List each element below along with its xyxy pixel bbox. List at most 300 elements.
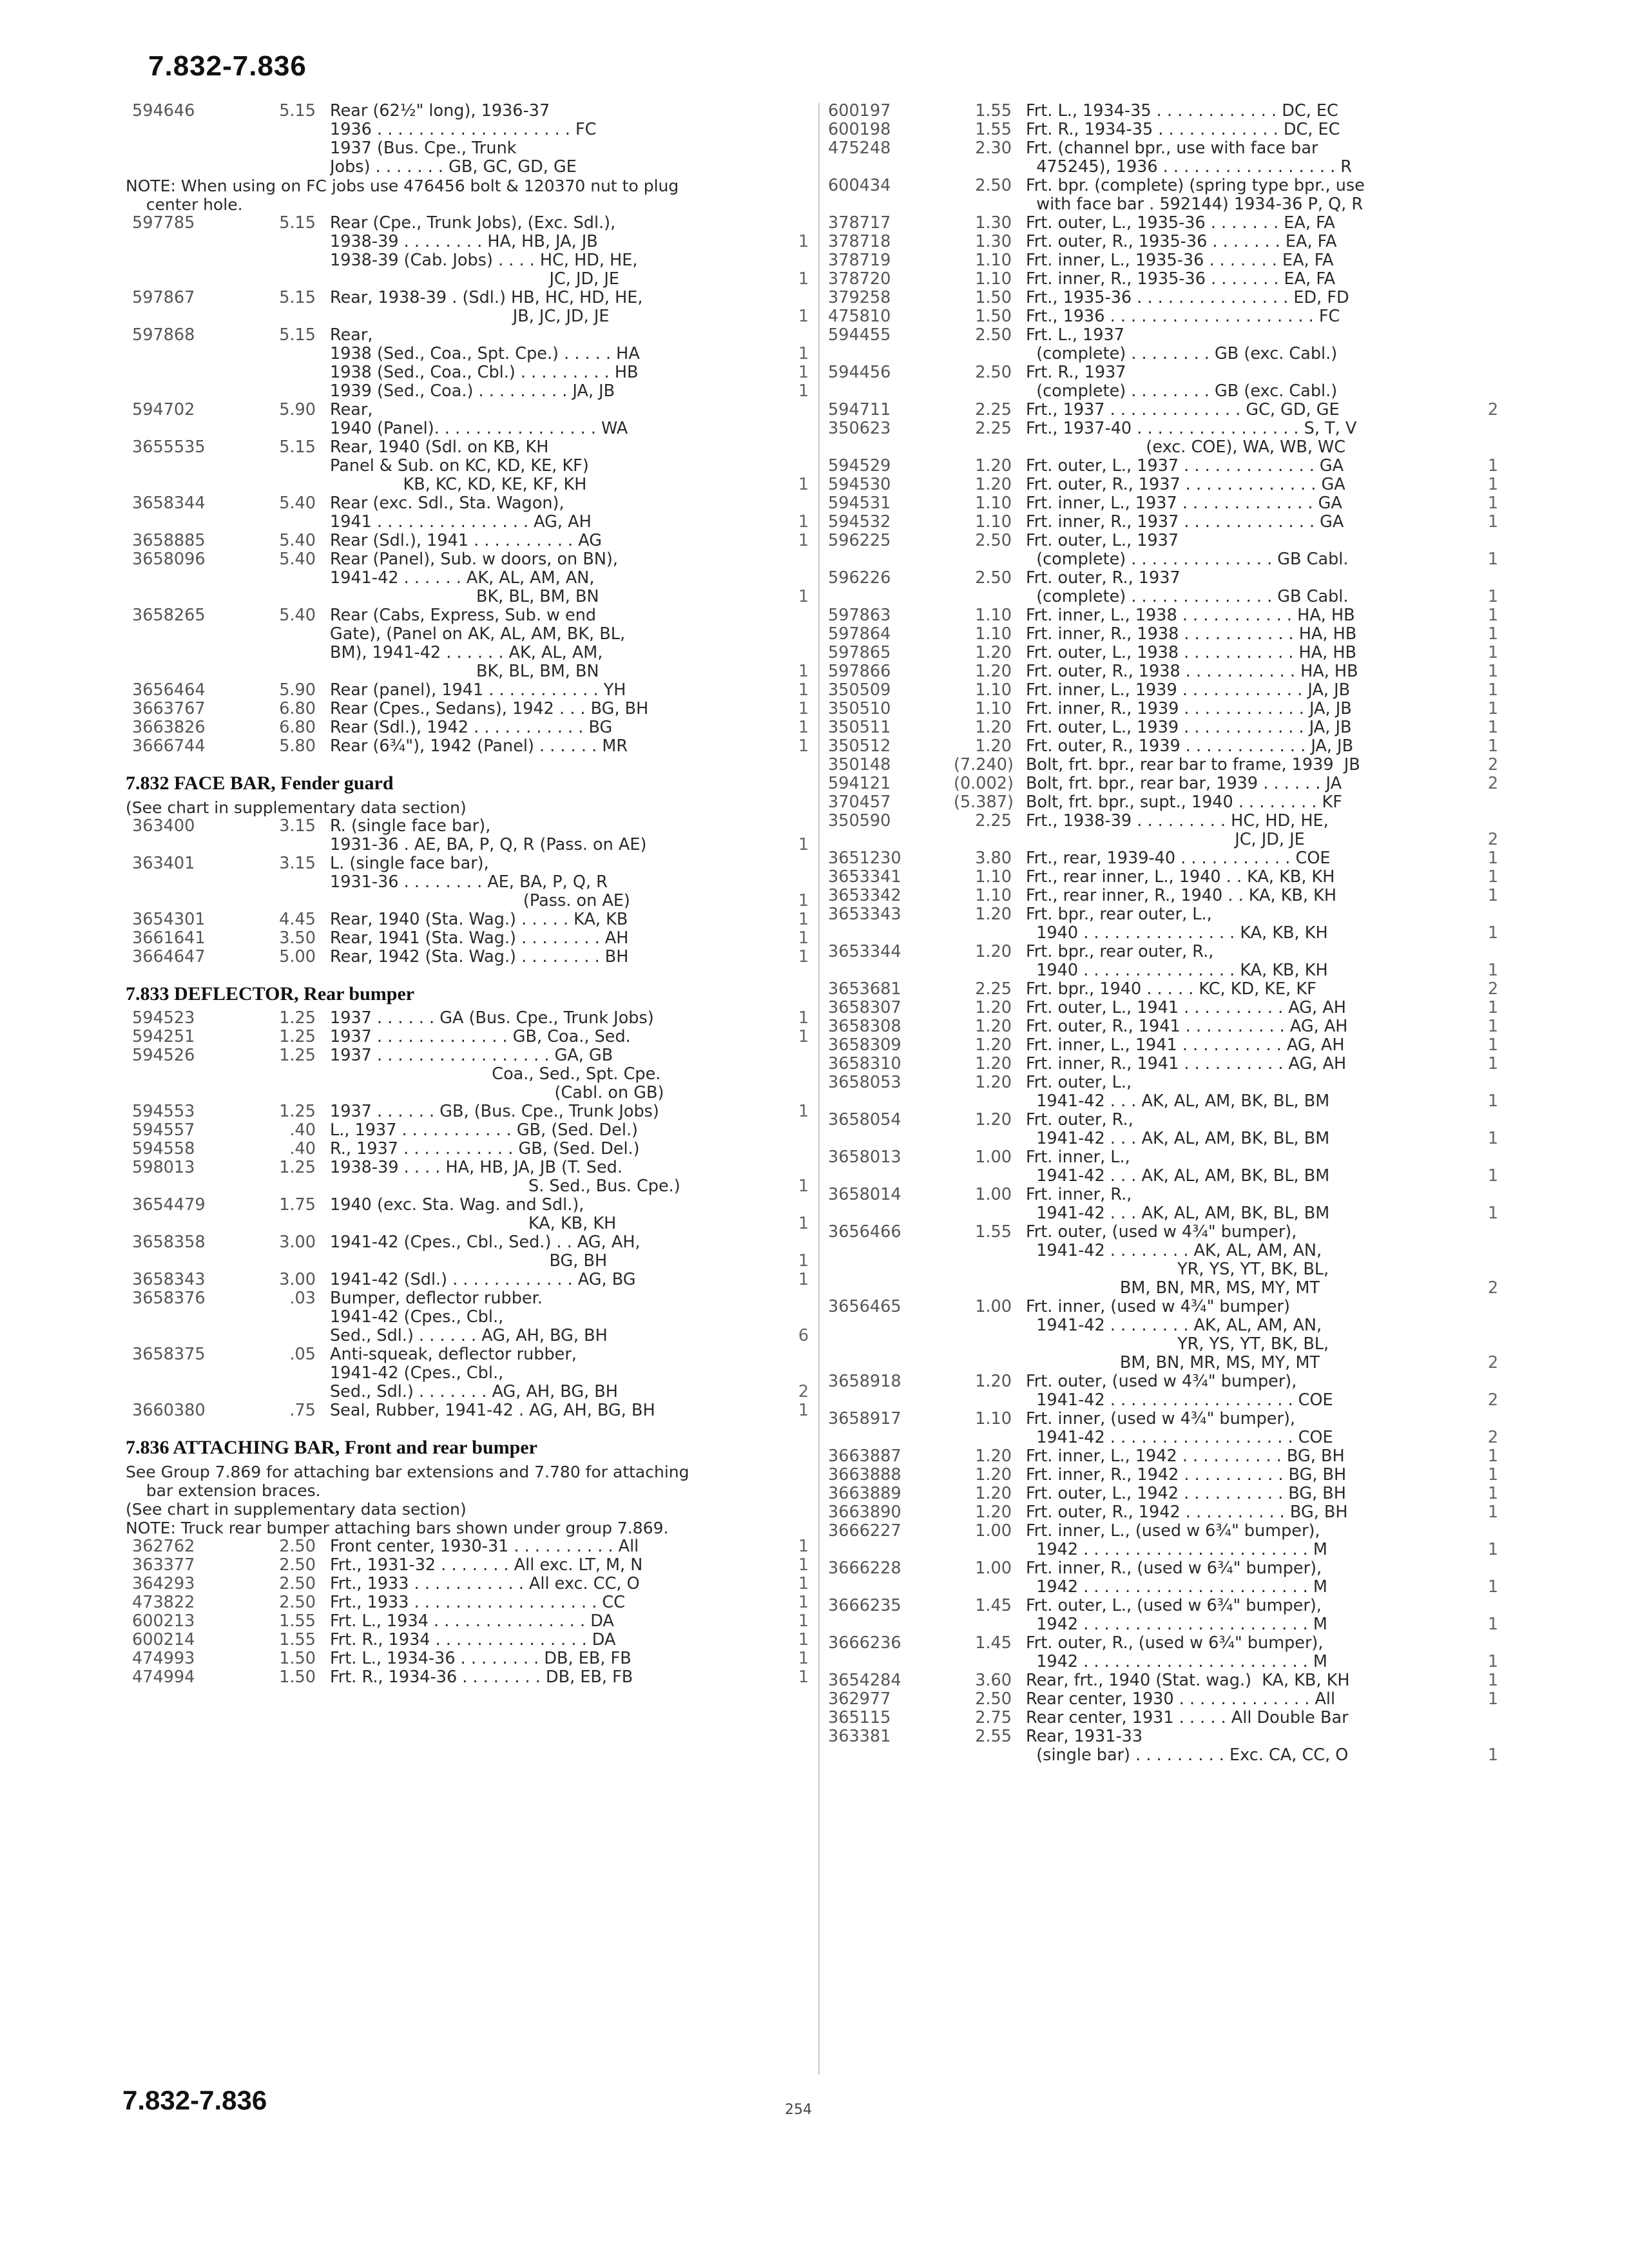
- part-description: 1941-42 . . . . . . . . AK, AL, AM, AN,: [1026, 1316, 1322, 1335]
- part-quantity: [1481, 1186, 1505, 1204]
- part-weight: 1.20: [975, 1446, 1012, 1466]
- part-quantity: 1: [1487, 1054, 1499, 1073]
- part-row: [822, 214, 1505, 233]
- part-number: [126, 662, 258, 681]
- part-quantity: 1: [1487, 1503, 1499, 1522]
- part-number: 3654479: [132, 1195, 206, 1215]
- part-weight: [954, 1428, 1026, 1447]
- part-description: Frt. outer, (used w 4¾" bumper),: [1026, 1372, 1297, 1391]
- part-number: 594251: [132, 1027, 195, 1046]
- part-weight: 1.25: [279, 1102, 316, 1121]
- part-number: [126, 363, 258, 382]
- part-weight: 2.25: [975, 811, 1012, 831]
- part-quantity: [792, 139, 815, 158]
- part-weight: 1.50: [279, 1649, 316, 1668]
- part-row: [822, 251, 1505, 270]
- part-weight: [954, 1541, 1026, 1559]
- part-weight: 5.15: [279, 101, 316, 120]
- part-description: 1941 . . . . . . . . . . . . . . . AG, AH: [330, 513, 592, 532]
- part-description: Frt. L., 1937: [1026, 326, 1124, 345]
- part-description: (complete) . . . . . . . . . . . . . . GB Cabl.: [1026, 588, 1349, 606]
- part-quantity: [792, 1289, 815, 1308]
- part-quantity: [1481, 251, 1505, 270]
- part-row-continuation: [126, 233, 815, 251]
- part-weight: [258, 251, 330, 270]
- part-number: 594646: [132, 101, 195, 120]
- part-quantity: 1: [1487, 849, 1499, 868]
- part-number: 363401: [132, 854, 195, 873]
- part-weight: [954, 1653, 1026, 1671]
- part-row-continuation: [126, 139, 815, 158]
- part-quantity: [792, 102, 815, 120]
- part-description: Frt. inner, (used w 4¾" bumper): [1026, 1298, 1290, 1316]
- part-quantity: 1: [1487, 736, 1499, 756]
- part-number: [822, 550, 954, 569]
- part-number: 600434: [828, 176, 891, 195]
- note-text: bar extension braces.: [126, 1481, 321, 1500]
- part-description: Frt. inner, R., (used w 6¾" bumper),: [1026, 1559, 1322, 1578]
- part-quantity: [1481, 102, 1505, 120]
- part-description: 1941-42 . . . AK, AL, AM, BK, BL, BM: [1026, 1167, 1330, 1186]
- part-number: [126, 644, 258, 662]
- part-weight: 1.55: [279, 1630, 316, 1649]
- part-description: 1941-42 . . . . . . . . AK, AL, AM, AN,: [1026, 1242, 1322, 1260]
- part-row: [822, 1503, 1505, 1522]
- part-number: 594553: [132, 1102, 195, 1121]
- page-footer: 7.832-7.836: [122, 2085, 267, 2115]
- part-row-continuation: [126, 569, 815, 588]
- part-quantity: 1: [1487, 643, 1499, 662]
- part-weight: [258, 120, 330, 139]
- part-quantity: [1481, 1372, 1505, 1391]
- part-number: 475810: [828, 307, 891, 326]
- part-number: [126, 1327, 258, 1345]
- part-description: Frt. outer, (used w 4¾" bumper),: [1026, 1223, 1297, 1242]
- part-quantity: [1481, 1634, 1505, 1653]
- part-description: 1937 . . . . . . . . . . . . . GB, Coa., Sed.: [330, 1028, 631, 1046]
- part-number: 3660380: [132, 1401, 206, 1420]
- part-number: [126, 251, 258, 270]
- part-quantity: 1: [1487, 1689, 1499, 1709]
- part-number: [822, 1167, 954, 1186]
- part-row: [126, 289, 815, 307]
- part-quantity: 1: [1487, 1129, 1499, 1148]
- note-text: (See chart in supplementary data section): [126, 1500, 467, 1519]
- part-weight: [954, 550, 1026, 569]
- part-row: [822, 1727, 1505, 1746]
- part-weight: [954, 1167, 1026, 1186]
- part-number: [126, 836, 258, 854]
- part-weight: 1.30: [975, 232, 1012, 251]
- part-description: Bumper, deflector rubber.: [330, 1289, 543, 1308]
- part-row: [822, 1466, 1505, 1485]
- part-description: Frt., rear inner, L., 1940 . . KA, KB, KH: [1026, 868, 1335, 887]
- part-row: [126, 1289, 815, 1308]
- part-number: [126, 139, 258, 158]
- part-description: Rear center, 1930 . . . . . . . . . . . . . All: [1026, 1690, 1336, 1709]
- part-row: [822, 307, 1505, 326]
- part-quantity: [792, 1364, 815, 1383]
- part-quantity: 1: [798, 1611, 809, 1631]
- section-heading: 7.832 FACE BAR, Fender guard: [126, 773, 394, 794]
- part-quantity: [792, 120, 815, 139]
- part-weight: [954, 924, 1026, 943]
- part-number: 3656465: [828, 1297, 901, 1316]
- part-description: 1941-42 . . . . . . AK, AL, AM, AN,: [330, 569, 595, 588]
- part-quantity: 1: [798, 1667, 809, 1687]
- part-description: Frt. outer, L., 1935-36 . . . . . . . EA, FA: [1026, 214, 1335, 233]
- part-weight: [954, 382, 1026, 401]
- part-quantity: 1: [1487, 867, 1499, 887]
- part-weight: 2.50: [975, 363, 1012, 382]
- part-weight: 5.15: [279, 437, 316, 457]
- part-description: Frt. outer, R.,: [1026, 1111, 1133, 1129]
- part-quantity: 1: [1487, 550, 1499, 569]
- part-weight: [258, 270, 330, 289]
- part-row: [126, 1028, 815, 1046]
- part-quantity: [1481, 1260, 1505, 1279]
- part-description: Frt. outer, R., (used w 6¾" bumper),: [1026, 1634, 1324, 1653]
- part-row-continuation: [126, 307, 815, 326]
- part-weight: 1.25: [279, 1046, 316, 1065]
- part-description: Frt. R., 1934-35 . . . . . . . . . . . . DC, EC: [1026, 120, 1340, 139]
- part-number: 3658358: [132, 1233, 206, 1252]
- part-number: [126, 873, 258, 892]
- part-row: [822, 532, 1505, 550]
- part-description: 1939 (Sed., Coa.) . . . . . . . . . JA, JB: [330, 382, 615, 401]
- part-number: 3658307: [828, 998, 901, 1017]
- part-description: 1941-42 . . . AK, AL, AM, BK, BL, BM: [1026, 1092, 1330, 1111]
- part-description: Jobs) . . . . . . . GB, GC, GD, GE: [330, 158, 577, 177]
- part-number: 378719: [828, 251, 891, 270]
- part-quantity: [1481, 1073, 1505, 1092]
- part-row: [822, 1073, 1505, 1092]
- part-description: Frt. bpr., 1940 . . . . . KC, KD, KE, KF: [1026, 980, 1316, 999]
- part-row: [822, 849, 1505, 868]
- part-quantity: [1481, 1727, 1505, 1746]
- part-quantity: [1481, 905, 1505, 924]
- part-row: [822, 1709, 1505, 1727]
- part-weight: 2.50: [975, 531, 1012, 550]
- part-weight: 5.40: [279, 550, 316, 569]
- part-quantity: [792, 289, 815, 307]
- part-weight: 1.20: [975, 1054, 1012, 1073]
- part-row-continuation: [126, 419, 815, 438]
- part-description: Frt. outer, L., 1937: [1026, 532, 1179, 550]
- part-number: [126, 120, 258, 139]
- part-row: [126, 1649, 815, 1668]
- part-row: [126, 1009, 815, 1028]
- part-weight: [258, 1252, 330, 1271]
- part-number: [822, 195, 954, 214]
- part-row: [126, 1271, 815, 1289]
- part-row-continuation: [822, 158, 1505, 177]
- part-weight: [258, 1084, 330, 1102]
- part-quantity: [792, 438, 815, 457]
- part-description: Rear center, 1931 . . . . . All Double Bar: [1026, 1709, 1349, 1727]
- part-number: 3666228: [828, 1559, 901, 1578]
- part-number: 3661641: [132, 928, 206, 948]
- part-row: [822, 943, 1505, 961]
- part-row: [126, 854, 815, 873]
- part-description: Frt. R., 1937: [1026, 363, 1126, 382]
- part-number: [822, 438, 954, 457]
- part-weight: 5.40: [279, 531, 316, 550]
- part-description: Frt. outer, L., 1941 . . . . . . . . . . AG, AH: [1026, 999, 1346, 1017]
- part-row-continuation: [126, 270, 815, 289]
- part-description: Frt. L., 1934-36 . . . . . . . . DB, EB, FB: [330, 1649, 631, 1668]
- part-number: [822, 1335, 954, 1354]
- part-number: 594456: [828, 363, 891, 382]
- part-description: YR, YS, YT, BK, BL,: [1026, 1335, 1329, 1354]
- part-row: [126, 948, 815, 966]
- part-quantity: [1481, 532, 1505, 550]
- part-weight: [954, 1746, 1026, 1765]
- part-description: Frt. inner, L., (used w 6¾" bumper),: [1026, 1522, 1320, 1541]
- part-weight: 5.90: [279, 680, 316, 700]
- page-header: 7.832-7.836: [148, 50, 307, 82]
- part-number: [126, 457, 258, 476]
- part-quantity: 1: [798, 1630, 809, 1649]
- part-description: Frt. inner, (used w 4¾" bumper),: [1026, 1410, 1296, 1428]
- part-weight: [258, 345, 330, 363]
- part-number: [126, 513, 258, 532]
- part-description: Frt. inner, L., 1938 . . . . . . . . . . . HA, HB: [1026, 606, 1355, 625]
- part-quantity: [1481, 793, 1505, 812]
- part-row: [126, 1140, 815, 1158]
- part-weight: 1.20: [975, 905, 1012, 924]
- part-weight: [258, 873, 330, 892]
- part-weight: 5.00: [279, 947, 316, 966]
- part-quantity: 1: [798, 1649, 809, 1668]
- part-description: 1936 . . . . . . . . . . . . . . . . . . . FC: [330, 120, 597, 139]
- part-quantity: 1: [798, 1555, 809, 1575]
- part-quantity: [792, 1196, 815, 1215]
- part-quantity: 1: [1487, 624, 1499, 644]
- part-number: 474994: [132, 1667, 195, 1687]
- part-weight: .40: [289, 1139, 316, 1158]
- part-row: [822, 569, 1505, 588]
- part-quantity: 6: [798, 1326, 809, 1345]
- part-row: [822, 980, 1505, 999]
- part-description: Rear, 1931-33: [1026, 1727, 1143, 1746]
- part-quantity: [792, 1046, 815, 1065]
- part-number: 3654301: [132, 910, 206, 929]
- part-row: [126, 1046, 815, 1065]
- part-quantity: [792, 1345, 815, 1364]
- part-number: 3658917: [828, 1409, 901, 1428]
- part-number: 600198: [828, 120, 891, 139]
- part-row: [822, 1036, 1505, 1055]
- part-weight: [954, 158, 1026, 177]
- part-quantity: 1: [1487, 494, 1499, 513]
- part-row: [126, 929, 815, 948]
- part-number: [126, 588, 258, 606]
- part-row: [126, 494, 815, 513]
- part-quantity: 1: [1487, 587, 1499, 606]
- part-weight: 1.25: [279, 1158, 316, 1177]
- part-quantity: [1481, 345, 1505, 363]
- part-number: [822, 1129, 954, 1148]
- part-quantity: [1481, 438, 1505, 457]
- part-description: Frt. R., 1934 . . . . . . . . . . . . . . . DA: [330, 1631, 616, 1649]
- part-row-continuation: [822, 1391, 1505, 1410]
- part-quantity: 1: [1487, 1204, 1499, 1223]
- part-description: BK, BL, BM, BN: [330, 662, 599, 681]
- part-quantity: [1481, 419, 1505, 438]
- part-description: 475245), 1936 . . . . . . . . . . . . . . . . . R: [1026, 158, 1353, 177]
- part-number: [822, 1428, 954, 1447]
- part-row: [822, 606, 1505, 625]
- part-description: Rear (exc. Sdl., Sta. Wagon),: [330, 494, 564, 513]
- part-quantity: [1481, 1597, 1505, 1615]
- part-weight: 2.50: [975, 1689, 1012, 1709]
- part-description: Rear, 1942 (Sta. Wag.) . . . . . . . . BH: [330, 948, 629, 966]
- part-row: [822, 1690, 1505, 1709]
- part-description: Frt. L., 1934-35 . . . . . . . . . . . . DC, EC: [1026, 102, 1338, 120]
- part-weight: [954, 961, 1026, 980]
- part-description: Frt. outer, L., (used w 6¾" bumper),: [1026, 1597, 1322, 1615]
- part-quantity: 1: [798, 1214, 809, 1233]
- part-weight: [954, 1279, 1026, 1298]
- part-weight: 1.20: [975, 942, 1012, 961]
- part-row: [822, 513, 1505, 532]
- part-number: 350510: [828, 699, 891, 718]
- part-description: 1938-39 . . . . . . . . HA, HB, JA, JB: [330, 233, 598, 251]
- part-weight: [258, 513, 330, 532]
- part-number: 363381: [828, 1727, 891, 1746]
- part-quantity: 1: [1487, 606, 1499, 625]
- part-weight: 2.25: [975, 419, 1012, 438]
- part-row-continuation: [822, 1615, 1505, 1634]
- part-description: Rear, 1940 (Sdl. on KB, KH: [330, 438, 549, 457]
- part-weight: [258, 1065, 330, 1084]
- part-quantity: 1: [1487, 1446, 1499, 1466]
- part-description: Bolt, frt. bpr., rear bar, 1939 . . . . . . JA: [1026, 774, 1342, 793]
- part-description: Frt. outer, R., 1937 . . . . . . . . . . . . . GA: [1026, 476, 1345, 494]
- part-description: 1938 (Sed., Coa., Cbl.) . . . . . . . . . HB: [330, 363, 639, 382]
- part-quantity: [1481, 1559, 1505, 1578]
- part-description: Rear (6¾"), 1942 (Panel) . . . . . . MR: [330, 737, 628, 756]
- part-row: [126, 1593, 815, 1612]
- part-row: [126, 1158, 815, 1177]
- part-quantity: 1: [1487, 1035, 1499, 1055]
- part-number: [822, 1391, 954, 1410]
- part-description: Bolt, frt. bpr., supt., 1940 . . . . . . . . KF: [1026, 793, 1342, 812]
- part-row-continuation: [126, 476, 815, 494]
- part-weight: [258, 836, 330, 854]
- part-row: [822, 363, 1505, 382]
- part-number: [126, 1383, 258, 1401]
- part-weight: 1.55: [975, 120, 1012, 139]
- part-weight: 1.50: [279, 1667, 316, 1687]
- part-row-continuation: [822, 1129, 1505, 1148]
- part-row: [822, 1671, 1505, 1690]
- part-row: [126, 1102, 815, 1121]
- part-weight: [258, 662, 330, 681]
- part-number: [822, 961, 954, 980]
- part-weight: 1.20: [975, 1503, 1012, 1522]
- part-row-continuation: [822, 438, 1505, 457]
- part-number: 363377: [132, 1555, 195, 1575]
- part-quantity: 1: [798, 1401, 809, 1420]
- part-number: 3658053: [828, 1073, 901, 1092]
- part-number: 3653341: [828, 867, 901, 887]
- part-description: Frt. (channel bpr., use with face bar: [1026, 139, 1318, 158]
- part-quantity: 1: [1487, 1017, 1499, 1036]
- part-row: [822, 887, 1505, 905]
- part-number: [126, 892, 258, 910]
- part-number: 3653681: [828, 979, 901, 999]
- part-row-continuation: [822, 345, 1505, 363]
- part-description: 1941-42 . . . . . . . . . . . . . . . . . . COE: [1026, 1391, 1333, 1410]
- part-number: 378718: [828, 232, 891, 251]
- part-row: [822, 1522, 1505, 1541]
- part-number: 3663887: [828, 1446, 901, 1466]
- part-quantity: 2: [1487, 1278, 1499, 1298]
- part-quantity: [1481, 943, 1505, 961]
- part-row: [822, 1410, 1505, 1428]
- part-row: [822, 177, 1505, 195]
- part-number: 473822: [132, 1593, 195, 1612]
- part-row: [822, 289, 1505, 307]
- part-quantity: [1481, 1316, 1505, 1335]
- part-weight: 2.30: [975, 139, 1012, 158]
- part-row-continuation: [822, 961, 1505, 980]
- part-weight: 1.50: [975, 288, 1012, 307]
- part-weight: 1.30: [975, 213, 1012, 233]
- part-number: [126, 345, 258, 363]
- part-weight: 3.50: [279, 928, 316, 948]
- part-quantity: [792, 326, 815, 345]
- part-number: 596225: [828, 531, 891, 550]
- part-quantity: 1: [1487, 680, 1499, 700]
- part-description: Frt. inner, L., 1937 . . . . . . . . . . . . . GA: [1026, 494, 1342, 513]
- part-row: [126, 532, 815, 550]
- part-description: Frt. bpr. (complete) (spring type bpr., use: [1026, 177, 1365, 195]
- part-weight: 1.20: [975, 1073, 1012, 1092]
- part-description: 1937 . . . . . . . . . . . . . . . . . GA, GB: [330, 1046, 613, 1065]
- part-weight: [954, 1391, 1026, 1410]
- part-number: 3658376: [132, 1289, 206, 1308]
- part-number: 600213: [132, 1611, 195, 1631]
- part-row: [822, 662, 1505, 681]
- part-quantity: 1: [798, 344, 809, 363]
- part-weight: [954, 1129, 1026, 1148]
- part-weight: [258, 457, 330, 476]
- part-number: 594523: [132, 1008, 195, 1028]
- part-quantity: 1: [1487, 998, 1499, 1017]
- part-weight: [258, 1308, 330, 1327]
- part-description: 1940 (exc. Sta. Wag. and Sdl.),: [330, 1196, 584, 1215]
- part-row-continuation: [822, 1092, 1505, 1111]
- part-description: Frt. outer, R., 1942 . . . . . . . . . . BG, BH: [1026, 1503, 1348, 1522]
- part-description: 1941-42 (Cpes., Cbl.,: [330, 1364, 504, 1383]
- part-row-continuation: [822, 1578, 1505, 1597]
- part-weight: 1.20: [975, 998, 1012, 1017]
- part-weight: [954, 438, 1026, 457]
- part-row-continuation: [126, 1308, 815, 1327]
- part-quantity: 1: [1487, 886, 1499, 905]
- part-number: [822, 1092, 954, 1111]
- part-weight: 1.20: [975, 1465, 1012, 1485]
- part-quantity: [792, 625, 815, 644]
- part-number: [126, 625, 258, 644]
- part-quantity: 1: [1487, 923, 1499, 943]
- note-text: NOTE: When using on FC jobs use 476456 bolt & 120370 nut to plug: [126, 177, 679, 195]
- part-number: 594557: [132, 1120, 195, 1140]
- part-quantity: 1: [798, 1102, 809, 1121]
